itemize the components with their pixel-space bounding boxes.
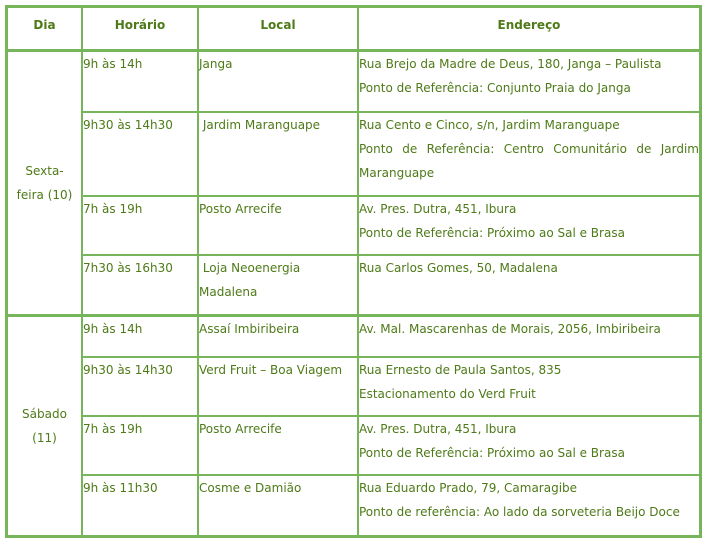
day-label: feira (10) <box>16 188 73 202</box>
time-cell: 7h30 às 16h30 <box>83 256 199 317</box>
address-cell <box>359 52 699 113</box>
place-cell: Posto Arrecife <box>199 417 359 476</box>
time-cell: 9h30 às 14h30 <box>83 113 199 197</box>
time-cell: 7h às 19h <box>83 417 199 476</box>
address-line: Rua Cento e Cinco, s/n, Jardim Maranguape <box>359 118 620 132</box>
header-time: Horário <box>83 8 199 52</box>
address-cell <box>359 358 699 417</box>
reference-line: Ponto de Referência: Próximo ao Sal e Brasa <box>359 226 625 240</box>
place-cell: Verd Fruit – Boa Viagem <box>199 358 359 417</box>
day-cell <box>8 52 83 317</box>
time-cell: 9h às 14h <box>83 317 199 358</box>
address-cell <box>359 197 699 256</box>
header-day: Dia <box>8 8 83 52</box>
day-cell <box>8 317 83 535</box>
place-cell: Assaí Imbiribeira <box>199 317 359 358</box>
time-cell: 7h às 19h <box>83 197 199 256</box>
time-cell: 9h às 14h <box>83 52 199 113</box>
address-cell <box>359 476 699 535</box>
place-cell: Cosme e Damião <box>199 476 359 535</box>
place-cell: Posto Arrecife <box>199 197 359 256</box>
address-line: Av. Pres. Dutra, 451, Ibura <box>359 202 517 216</box>
address-cell <box>359 113 699 197</box>
header-address: Endereço <box>359 8 699 52</box>
place-cell: Loja Neoenergia Madalena <box>199 256 359 317</box>
address-cell <box>359 256 699 317</box>
address-line: Rua Brejo da Madre de Deus, 180, Janga – Paulista <box>359 57 662 71</box>
day-label: Sexta- <box>25 164 64 178</box>
table-row <box>8 358 699 417</box>
table-row <box>8 417 699 476</box>
reference-line: Ponto de Referência: Centro Comunitário de Jardim Maranguape <box>359 142 699 180</box>
table-row <box>8 256 699 317</box>
address-line: Rua Eduardo Prado, 79, Camaragibe <box>359 481 578 495</box>
address-cell <box>359 317 699 358</box>
reference-line: Estacionamento do Verd Fruit <box>359 387 536 401</box>
reference-line: Ponto de Referência: Conjunto Praia do Janga <box>359 81 631 95</box>
table-row <box>8 52 699 113</box>
address-cell <box>359 417 699 476</box>
address-line: Av. Pres. Dutra, 451, Ibura <box>359 422 517 436</box>
place-cell: Jardim Maranguape <box>199 113 359 197</box>
schedule-table <box>5 5 702 538</box>
address-line: Rua Carlos Gomes, 50, Madalena <box>359 261 558 275</box>
reference-line: Ponto de referência: Ao lado da sorveteria Beijo Doce <box>359 505 680 519</box>
table-row <box>8 476 699 535</box>
place-cell: Janga <box>199 52 359 113</box>
address-line: Rua Ernesto de Paula Santos, 835 <box>359 363 562 377</box>
day-label: (11) <box>32 431 57 445</box>
table-row <box>8 113 699 197</box>
header-row <box>8 8 699 52</box>
day-label: Sábado <box>22 407 67 421</box>
header-place: Local <box>199 8 359 52</box>
time-cell: 9h às 11h30 <box>83 476 199 535</box>
reference-line: Ponto de Referência: Próximo ao Sal e Brasa <box>359 446 625 460</box>
table-row <box>8 317 699 358</box>
table-row <box>8 197 699 256</box>
address-line: Av. Mal. Mascarenhas de Morais, 2056, Imbiribeira <box>359 322 661 336</box>
time-cell: 9h30 às 14h30 <box>83 358 199 417</box>
